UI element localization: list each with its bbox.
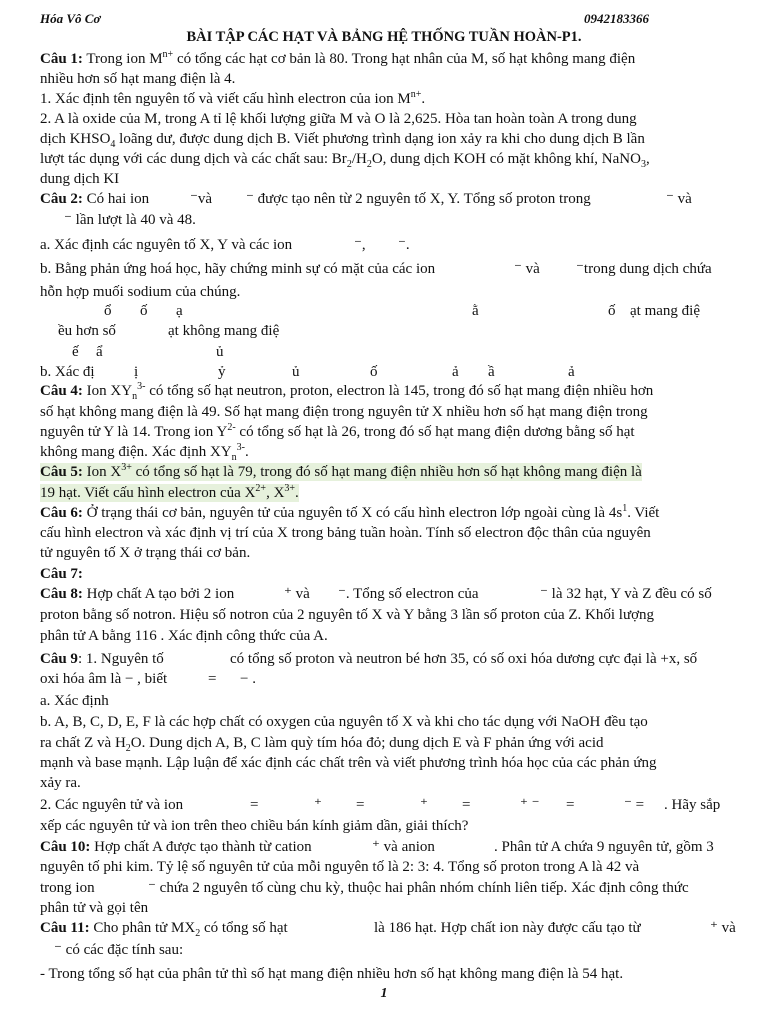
text-fragment: ⁻trong dung dịch chứa [576,261,712,277]
superscript: 3- [137,381,146,392]
text-run: Ion XY [82,383,133,399]
superscript: 1 [622,503,628,514]
text-fragment: = [462,797,471,813]
superscript: 2+ [255,483,267,494]
question-label: Câu 9 [40,651,78,667]
superscript: n+ [162,49,174,60]
text-fragment: ạt mang điệ [630,303,700,319]
text-fragment: ⁻. [398,237,410,253]
subscript: n [132,391,138,402]
text-fragment: ạ [176,303,183,319]
text-run: Ion X [82,464,122,480]
text-run: có tổng số hạt [200,920,288,936]
text-fragment: ều hơn số [58,323,116,339]
text-run: Ở trạng thái cơ bản, nguyên tử của nguyên tố X có cấu hình electron lớp ngoài cùng là 4s [82,505,623,521]
subscript: 2 [346,159,352,170]
text-fragment: ế [72,344,79,360]
text-fragment: = [208,671,217,687]
text-fragment: ⁻ là 32 hạt, Y và Z đều có số [540,586,712,602]
text-run: . Viết [627,505,660,521]
question-label: Câu 7: [40,566,83,582]
text-fragment: − . [240,671,256,687]
text-line [40,150,650,168]
subscript: 2 [366,159,372,170]
text-run: : 1. Nguyên tố [77,651,164,667]
question-label: Câu 8: [40,586,83,602]
text-fragment: ạt không mang điệ [168,323,280,339]
text-line: phân tử A bằng 116 . Xác định công thức của A. [40,628,328,644]
text-line: phân tử và gọi tên [40,900,149,916]
text-fragment: ằ [472,303,479,319]
text-fragment: b. Xác đị [40,364,95,380]
text-line [40,504,659,522]
text-run: O, dung dịch KOH có mặt không khí, NaNO [371,151,641,167]
text-fragment: có tổng số proton và neutron bé hơn 35, có số oxi hóa dương cực đại là +x, số [230,651,698,667]
question-label: Câu 5: [40,464,83,480]
text-line: b. Bằng phản ứng hoá học, hãy chứng minh sự có mặt của các ion [40,261,436,277]
text-run: Hợp chất A tạo bởi 2 ion [82,586,235,602]
subscript: 4 [110,139,116,150]
text-fragment: ẩ [96,344,103,360]
text-run: Cho phân tử MX [89,920,196,936]
text-line: 2. Các nguyên tử và ion [40,797,184,813]
text-line: xếp các nguyên tử và ion trên theo chiều bán kính giảm dần, giải thích? [40,818,469,834]
header-phone: 0942183366 [584,11,649,26]
text-run: O. Dung dịch A, B, C làm quỳ tím hóa đỏ; dung dịch E và F phản ứng với acid [130,735,604,751]
text-fragment: ⁻. Tổng số electron của [338,586,479,602]
text-line [40,650,164,668]
text-line: a. Xác định các nguyên tố X, Y và các ion [40,237,293,253]
text-line: nguyên tố phi kim. Tỷ lệ số nguyên tử của mỗi nguyên tố là 2: 3: 4. Tổng số proton trong A là 42 và [40,859,640,875]
text-fragment: ố [608,303,616,319]
text-fragment: . Phân tử A chứa 9 nguyên tử, gồm 3 [494,839,714,855]
text-line: a. Xác định [40,693,109,709]
subscript: 2 [125,743,131,754]
text-fragment: ⁻, [354,237,366,253]
text-fragment: là 186 hạt. Hợp chất ion này được cấu tạo từ [374,920,641,936]
text-run: ra chất Z và H [40,735,126,751]
text-line: xảy ra. [40,775,81,791]
text-line [40,734,603,752]
superscript: 3+ [284,483,296,494]
question-label: Câu 4: [40,383,83,399]
text-fragment: ⁺ ⁻ [520,797,540,813]
text-fragment: = [250,797,259,813]
subscript: n [231,452,237,463]
text-line: nhiều hơn số hạt mang điện là 4. [40,71,236,87]
question-label: Câu 6: [40,505,83,521]
text-line: 2. A là oxide của M, trong A tỉ lệ khối lượng giữa M và O là 2,625. Hòa tan hoàn toàn A trong dung [40,111,637,127]
question-label: Câu 2: [40,191,83,207]
text-line: cấu hình electron và xác định vị trí của X trong bảng tuần hoàn. Tính số electron độc thân của nguyên [40,525,651,541]
text-line [40,443,249,461]
text-fragment: ố [370,364,378,380]
text-run: dịch KHSO [40,131,111,147]
text-run: Hợp chất A được tạo thành từ cation [90,839,312,855]
text-fragment: ị [134,364,139,380]
text-run: . [244,444,249,460]
superscript: 3+ [121,462,132,473]
text-line [40,423,635,441]
text-fragment: . Hãy sắp [664,797,721,813]
text-line: số hạt không mang điện là 49. Số hạt mang điện trong nguyên tử X nhiều hơn số hạt mang điện trong [40,404,648,420]
text-line: mạnh và base mạnh. Lập luận để xác định các chất trên và viết phương trình hóa học của các phản ứng [40,755,657,771]
text-line: ⁻ lần lượt là 40 và 48. [64,212,196,228]
text-fragment: ⁻và [190,191,213,207]
header-subject: Hóa Vô Cơ [40,11,101,26]
text-line: proton bằng số notron. Hiệu số notron của 2 nguyên tố X và Y bằng 3 lần số proton của Z. Khối lượng [40,607,655,623]
text-fragment: ⁺ và [710,920,736,936]
text-run: /H [351,151,367,167]
text-run: Trong ion M [82,51,163,67]
text-fragment: ả [452,364,459,380]
question-label: Câu 11: [40,920,90,936]
text-line [40,50,635,68]
subscript: 2 [195,928,201,939]
text-run: . [295,485,299,501]
text-run: , [645,151,650,167]
text-line: ⁻ có các đặc tính sau: [54,942,184,958]
text-line: b. A, B, C, D, E, F là các hợp chất có oxygen của nguyên tố X và khi cho tác dụng với NaOH đều tạo [40,714,648,730]
question-label: Câu 10: [40,839,91,855]
text-fragment: ủ [216,344,224,360]
text-line [40,382,653,400]
text-fragment: ỷ [218,364,226,380]
text-line: trong ion [40,880,95,896]
superscript: 3- [236,442,245,453]
text-fragment: = [356,797,365,813]
text-line [40,838,312,856]
text-fragment: ⁻ = [624,797,645,813]
text-fragment: ⁻ chứa 2 nguyên tố cùng chu kỳ, thuộc hai phân nhóm chính liên tiếp. Xác định công thức [148,880,689,896]
text-fragment: ố [140,303,148,319]
text-run: 1. Xác định tên nguyên tố và viết cấu hình electron của ion M [40,91,411,107]
text-line [40,130,645,148]
text-line: dung dịch KI [40,171,120,187]
text-fragment: ⁺ và [284,586,310,602]
text-fragment: ⁻ và [666,191,692,207]
subscript: 3 [640,159,646,170]
text-fragment: ⁺ và anion [372,839,435,855]
text-run: . [421,91,426,107]
text-line [40,919,288,937]
text-fragment: ầ [488,364,495,380]
text-run: lượt tác dụng với các dung dịch và các chất sau: Br [40,151,347,167]
text-fragment: ⁻ được tạo nên từ 2 nguyên tố X, Y. Tổng số proton trong [246,191,591,207]
text-line: oxi hóa âm là − , biết [40,671,168,687]
text-line [40,190,149,208]
text-line [40,585,234,603]
text-fragment: ả [568,364,575,380]
text-line [40,90,425,108]
text-fragment: ổ [104,303,112,319]
text-run: , X [266,485,285,501]
question-label: Câu 1: [40,51,83,67]
text-fragment: ⁻ và [514,261,540,277]
text-line: hỗn hợp muối sodium của chúng. [40,284,241,300]
text-run: có tổng số hạt là 26, trong đó số hạt mang điện dương bằng số hạt [235,424,635,440]
text-run: loãng dư, được dung dịch B. Viết phương trình dạng ion xảy ra khi cho dung dịch B lần [115,131,645,147]
text-fragment: ⁺ [420,797,428,813]
superscript: n+ [410,89,422,100]
text-line: tử nguyên tố X ở trạng thái cơ bản. [40,545,251,561]
text-run: nguyên tử Y là 14. Trong ion Y [40,424,228,440]
text-line [40,484,299,502]
text-fragment: ⁺ [314,797,322,813]
text-line: - Trong tổng số hạt của phân tử thì số hạt mang điện nhiều hơn số hạt không mang điện là 54 hạt. [40,966,624,982]
text-line [40,463,642,481]
page-number: 1 [380,986,388,1001]
text-run: Có hai ion [82,191,150,207]
text-run: không mang điện. Xác định XY [40,444,232,460]
text-fragment: ủ [292,364,300,380]
superscript: 2- [227,422,236,433]
text-run: có tổng số hạt là 79, trong đó số hạt mang điện nhiều hơn số hạt không mang điện là [131,464,642,480]
text-run: có tổng các hạt cơ bản là 80. Trong hạt nhân của M, số hạt không mang điện [173,51,636,67]
text-run: có tổng số hạt neutron, proton, electron là 145, trong đó số hạt mang điện nhiều hơn [145,383,654,399]
text-run: 19 hạt. Viết cấu hình electron của X [40,485,256,501]
page-title: BÀI TẬP CÁC HẠT VÀ BẢNG HỆ THỐNG TUẦN HOÀN-P1. [186,29,582,45]
text-fragment: = [566,797,575,813]
